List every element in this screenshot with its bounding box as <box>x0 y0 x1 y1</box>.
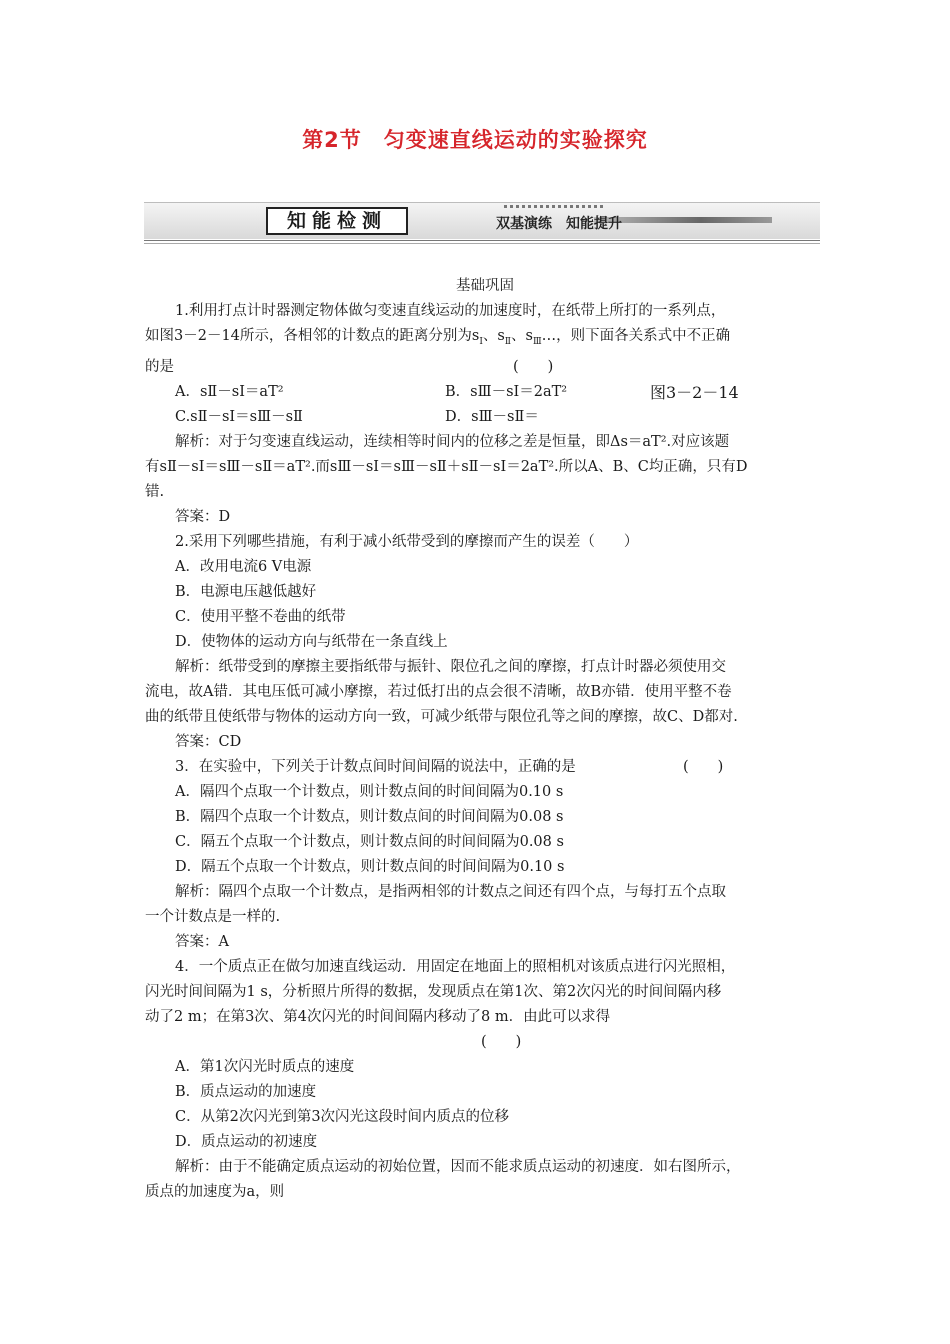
q1-stem-line2: 如图3－2－14所示，各相邻的计数点的距离分别为$s_Ⅰ$、$s_Ⅱ$、$s_Ⅲ\dots$，则下面各关系式中不正确 <box>145 328 731 347</box>
q3-answer-paren: ( ) <box>683 758 724 775</box>
q3-option-d: D．隔五个点取一个计数点，则计数点间的时间间隔为0.10 s <box>175 858 565 875</box>
q2-explanation-3: 曲的纸带且使纸带与物体的运动方向一致，可减少纸带与限位孔等之间的摩擦，故C、D都对. <box>145 708 738 725</box>
q4-explanation-2: 质点的加速度为a，则 <box>145 1183 285 1200</box>
q1-figure-label: 图3－2－14 <box>650 382 739 402</box>
q4-stem-line1: 4．一个质点正在做匀加速直线运动．用固定在地面上的照相机对该质点进行闪光照相， <box>175 958 736 975</box>
q1-answer-paren: ( ) <box>513 358 554 375</box>
q3-option-b: B．隔四个点取一个计数点，则计数点间的时间间隔为0.08 s <box>175 808 564 825</box>
banner-dots <box>504 205 604 208</box>
q3-option-c: C．隔五个点取一个计数点，则计数点间的时间间隔为0.08 s <box>175 833 564 850</box>
q4-option-c: C．从第2次闪光到第3次闪光这段时间内质点的位移 <box>175 1108 510 1125</box>
q4-stem-line2: 闪光时间间隔为1 s，分析照片所得的数据，发现质点在第1次、第2次闪光的时间间隔内移 <box>145 983 722 1000</box>
banner-tagline: 双基演练 知能提升 <box>496 216 622 232</box>
q2-explanation-2: 流电，故A错．其电压低可减小摩擦，若过低打出的点会很不清晰，故B亦错．使用平整不卷 <box>145 683 732 700</box>
q2-option-a: A．改用电流6 V电源 <box>175 558 312 575</box>
q1-stem-line1: 1.利用打点计时器测定物体做匀变速直线运动的加速度时，在纸带上所打的一系列点， <box>175 303 726 319</box>
section-banner <box>144 202 820 239</box>
q3-explanation-2: 一个计数点是一样的. <box>145 908 281 925</box>
q3-stem-row <box>145 755 825 780</box>
q2-answer: 答案：CD <box>175 733 242 750</box>
q1-answer: 答案：D <box>175 508 231 525</box>
q2-option-c: C．使用平整不卷曲的纸带 <box>175 608 346 625</box>
banner-underline <box>144 240 820 244</box>
q3-option-a: A．隔四个点取一个计数点，则计数点间的时间间隔为0.10 s <box>175 783 564 800</box>
document-body <box>145 274 825 1205</box>
q1-explanation-2: 有sⅡ－sⅠ＝sⅢ－sⅡ＝aT².而sⅢ－sⅠ＝sⅢ－sⅡ＋sⅡ－sⅠ＝2aT².所以A、B、C均正确，只有D <box>145 458 748 475</box>
page-title: 第2节 匀变速直线运动的实验探究 <box>302 128 648 152</box>
q2-stem: 2.采用下列哪些措施，有利于减小纸带受到的摩擦而产生的误差（ ） <box>175 533 639 550</box>
q1-option-c: C.sⅡ－sⅠ＝sⅢ－sⅡ <box>175 408 303 425</box>
q1-explanation-3: 错. <box>145 483 165 500</box>
q2-option-d: D．使物体的运动方向与纸带在一条直线上 <box>175 633 448 650</box>
q1-option-b: B．sⅢ－sⅠ＝2aT² <box>445 383 568 400</box>
q1-stem-line3: 的是 ( ) <box>145 355 825 380</box>
q3-answer: 答案：A <box>175 933 229 950</box>
q4-explanation-1: 解析：由于不能确定质点运动的初始位置，因而不能求质点运动的初速度．如右图所示， <box>175 1158 741 1175</box>
q1-options-cd <box>145 405 825 430</box>
q3-explanation-1: 解析：隔四个点取一个计数点，是指两相邻的计数点之间还有四个点，与每打五个点取 <box>175 883 726 900</box>
q1-option-d: D．sⅢ－sⅡ＝ <box>445 408 539 425</box>
q4-paren-row <box>145 1030 825 1055</box>
section-heading: 基础巩固 <box>456 278 514 294</box>
q4-option-d: D．质点运动的初速度 <box>175 1133 318 1150</box>
q1-options-ab <box>145 380 825 405</box>
q1-explanation-1: 解析：对于匀变速直线运动，连续相等时间内的位移之差是恒量，即Δs＝aT².对应该题 <box>175 433 730 450</box>
banner-badge: 知能检测 <box>266 207 408 235</box>
q4-option-a: A．第1次闪光时质点的速度 <box>175 1058 355 1075</box>
q4-answer-paren: ( ) <box>481 1033 522 1050</box>
q4-option-b: B．质点运动的加速度 <box>175 1083 317 1100</box>
q4-stem-line3: 动了2 m；在第3次、第4次闪光的时间间隔内移动了8 m．由此可以求得 <box>145 1008 611 1025</box>
q2-explanation-1: 解析：纸带受到的摩擦主要指纸带与振针、限位孔之间的摩擦，打点计时器必须使用交 <box>175 658 726 675</box>
q1-option-a: A．sⅡ－sⅠ＝aT² <box>175 383 284 400</box>
q3-stem: 3．在实验中，下列关于计数点间时间间隔的说法中，正确的是 <box>175 758 576 775</box>
q2-option-b: B．电源电压越低越好 <box>175 583 317 600</box>
